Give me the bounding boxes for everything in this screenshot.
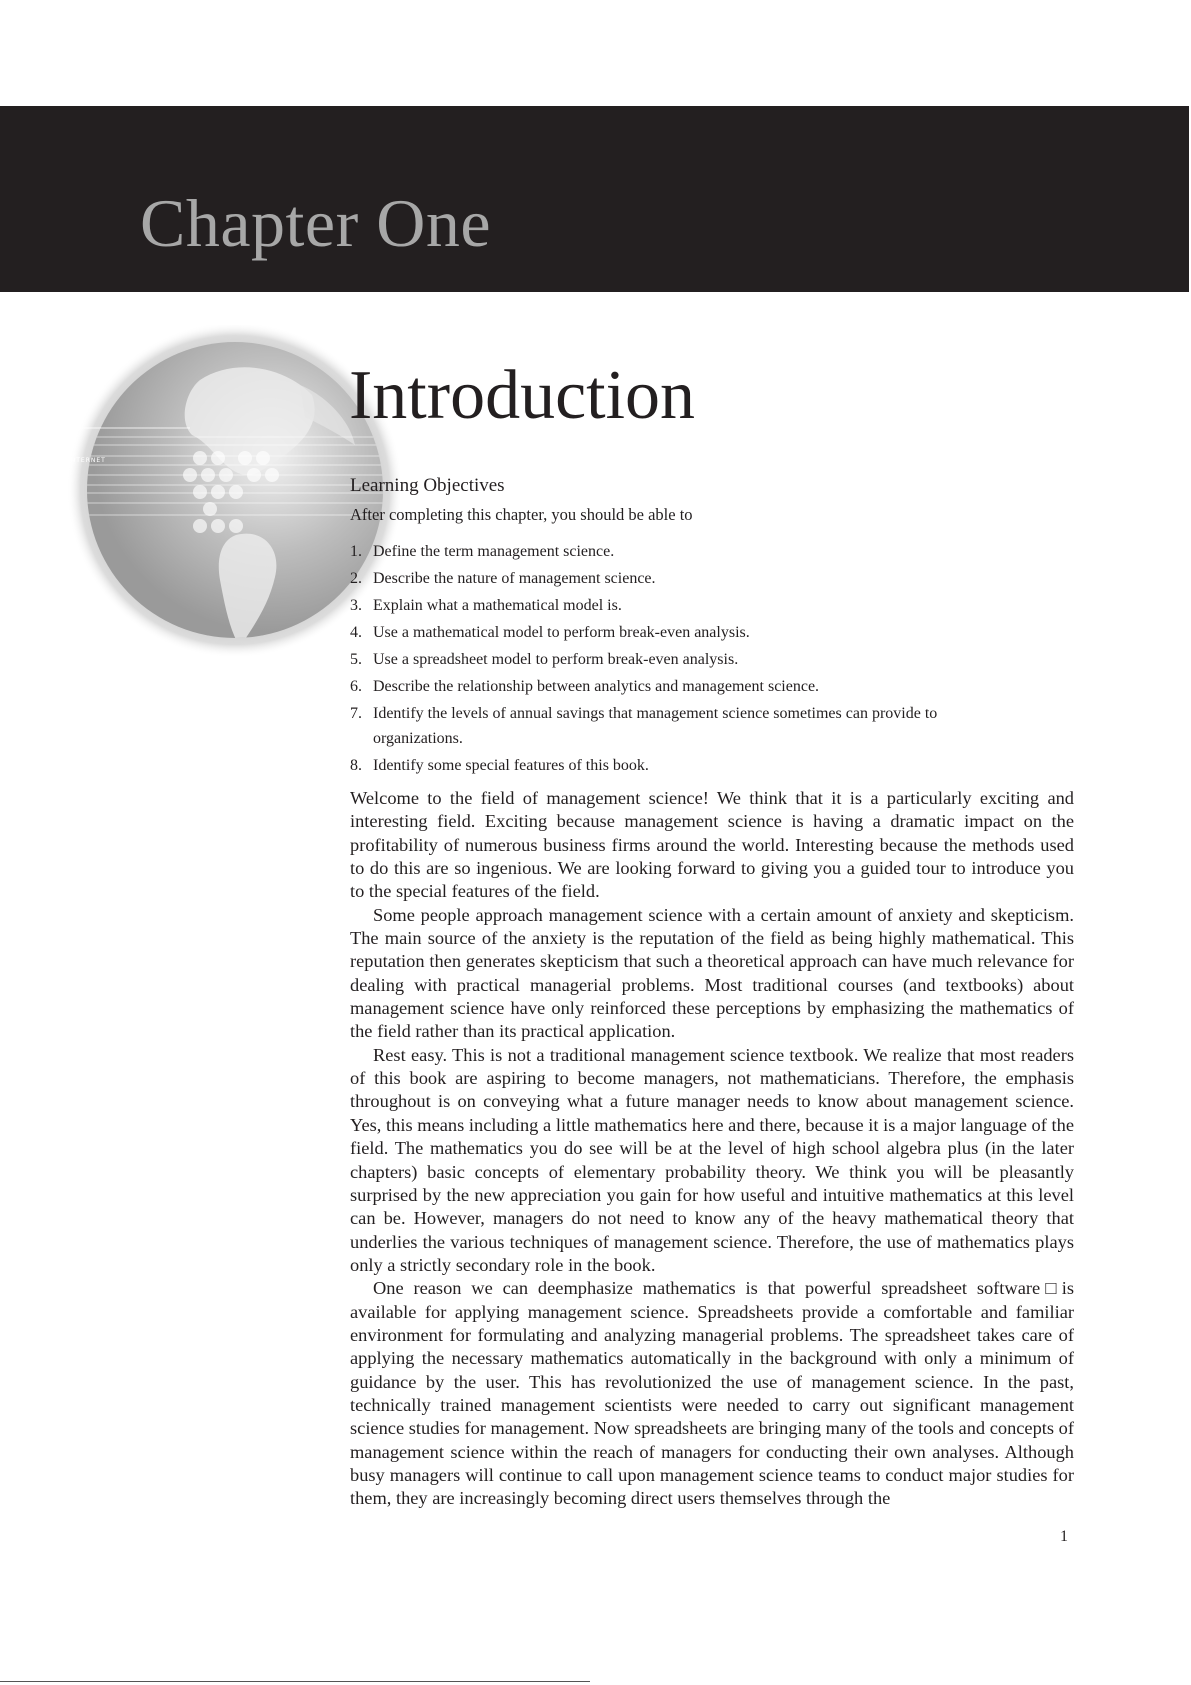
objective-number: 6. [350, 678, 362, 695]
objective-number: 2. [350, 570, 362, 587]
page-number: 1 [1060, 1528, 1068, 1545]
objective-item [350, 621, 1010, 646]
body-paragraph: One reason we can deemphasize mathematics is that powerful spreadsheet software□is available for applying management science. Spreadsheets provide a comfortable and familiar environment for formulating and analyzing managerial problems. The spreadsheet takes care of applying the necessary mathematics automatically in the background with only a minimum of guidance by the user. This has revolutionized the use of management science. In the past, technically trained management scientists were needed to carry out significant management science studies for management. Now spreadsheets are bringing many of the tools and concepts of management science within the reach of managers for conducting their own analyses. Although busy managers will continue to call upon management science teams to conduct major studies for them, they are increasingly becoming direct users themselves through the [350, 1278, 1074, 1509]
objective-text: Explain what a mathematical model is. [373, 597, 622, 614]
learning-objectives-heading: Learning Objectives [350, 475, 505, 496]
objective-text: Identify some special features of this book. [373, 756, 649, 774]
learning-objectives-intro: After completing this chapter, you should be able to [350, 505, 693, 524]
objective-item [350, 754, 1010, 779]
objective-text: Describe the relationship between analytics and management science. [373, 678, 820, 695]
objective-number: 5. [350, 651, 362, 668]
objective-text: Define the term management science. [373, 543, 615, 560]
chapter-title: Introduction [349, 357, 696, 434]
globe-caption: INTERNET [68, 457, 106, 464]
objective-item [350, 648, 1010, 673]
learning-objectives-list [350, 540, 1010, 781]
objective-item [350, 540, 1010, 565]
objective-text: Use a spreadsheet model to perform break-even analysis. [373, 651, 739, 668]
body-paragraph: Rest easy. This is not a traditional management science textbook. We realize that most readers of this book are aspiring to become managers, not mathematicians. Therefore, the emphasis throughout is on conveying what a future manager needs to know about management science. Yes, this means including a little mathematics here and there, because it is a major language of the field. The mathematics you do see will be at the level of high school algebra plus (in the later chapters) basic concepts of elementary probability theory. We think you will be pleasantly surprised by the new appreciation you gain for how useful and intuitive mathematics at this level can be. However, managers do not need to know any of the heavy mathematical theory that underlies the various techniques of management science. Therefore, the use of mathematics plays only a strictly secondary role in the book. [350, 1044, 1074, 1275]
body-paragraph: Welcome to the field of management science! We think that it is a particularly exciting and interesting field. Exciting because management science is having a dramatic impact on the profitability of numerous business firms around the world. Interesting because the methods used to do this are so ingenious. We are looking forward to giving you a guided tour to introduce you to the special features of the field. [350, 788, 1074, 902]
objective-number: 7. [350, 705, 362, 722]
objective-text: Use a mathematical model to perform break-even analysis. [373, 624, 750, 641]
globe-image [50, 325, 400, 670]
objective-text: Identify the levels of annual savings that management science sometimes can provide to organizations. [373, 705, 938, 747]
objective-item [350, 702, 1010, 751]
objective-number: 8. [350, 756, 362, 774]
chapter-label: Chapter One [140, 185, 492, 261]
objective-text: Describe the nature of management science. [373, 570, 656, 587]
footer-rule [0, 1681, 590, 1682]
body-paragraph: Some people approach management science with a certain amount of anxiety and skepticism. The main source of the anxiety is the reputation of the field as being highly mathematical. This reputation then generates skepticism that such a theoretical approach can have much relevance for dealing with practical managerial problems. Most traditional courses (and textbooks) about management science have only reinforced these perceptions by emphasizing the mathematics of the field rather than its practical application. [350, 904, 1074, 1042]
body-text [350, 787, 1074, 1511]
objective-item [350, 675, 1010, 700]
objective-item [350, 594, 1010, 619]
objective-item [350, 567, 1010, 592]
objective-number: 4. [350, 624, 362, 641]
objective-number: 1. [350, 543, 362, 560]
objective-number: 3. [350, 597, 362, 614]
